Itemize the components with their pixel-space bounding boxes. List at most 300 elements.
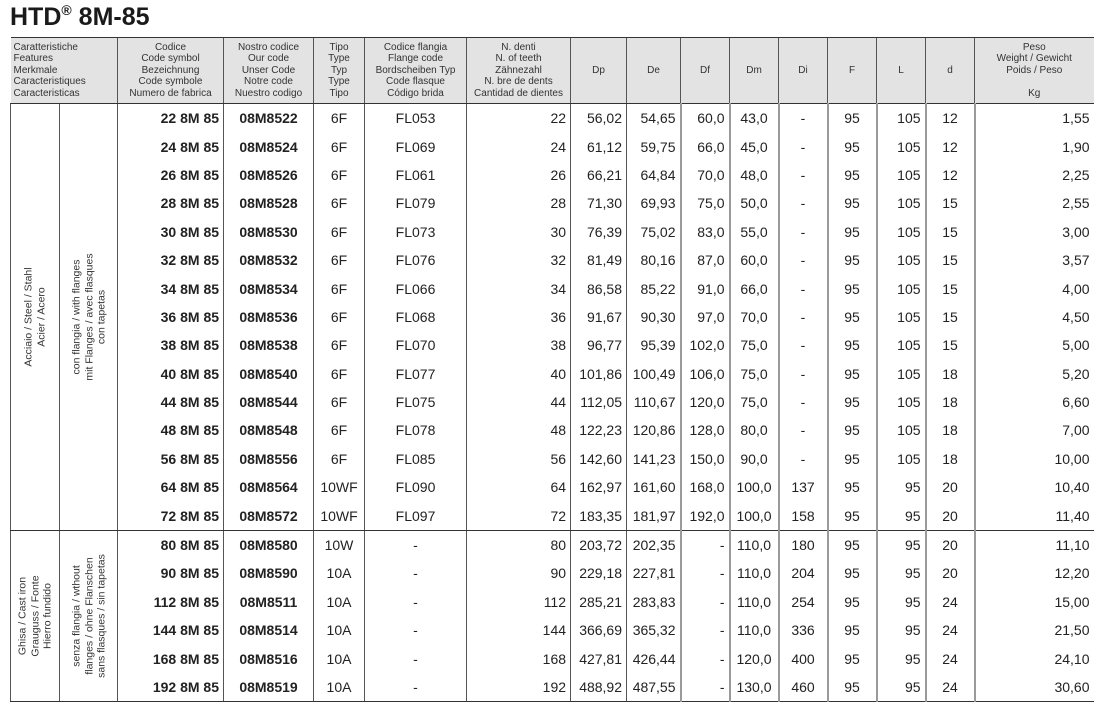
cell-teeth: 28 xyxy=(467,189,571,217)
header-line: N. bre de dents xyxy=(484,76,553,88)
cell-f: 95 xyxy=(828,303,877,331)
cell-flange-code: FL097 xyxy=(365,501,467,530)
cell-dm: 110,0 xyxy=(730,530,779,559)
header-line: Notre code xyxy=(244,76,293,88)
header-de: De xyxy=(627,38,681,104)
cell-d: 18 xyxy=(926,416,975,444)
cell-d: 20 xyxy=(926,530,975,559)
cell-di: 137 xyxy=(779,473,828,501)
cell-di: - xyxy=(779,331,828,359)
header-line: Nostro codice xyxy=(237,41,300,53)
header-line: Code flasque xyxy=(386,76,445,88)
header-our-code xyxy=(224,38,314,104)
cell-flange-code: - xyxy=(365,588,467,616)
cell-de: 181,97 xyxy=(627,501,681,530)
cell-df: - xyxy=(681,644,730,672)
cell-weight: 2,25 xyxy=(975,161,1094,189)
cell-weight: 7,00 xyxy=(975,416,1094,444)
cell-de: 80,16 xyxy=(627,246,681,274)
cell-teeth: 90 xyxy=(467,559,571,587)
cell-dm: 110,0 xyxy=(730,588,779,616)
cell-type: 10A xyxy=(314,588,365,616)
cell-flange-code: FL075 xyxy=(365,388,467,416)
table-row xyxy=(11,331,1094,359)
cell-f: 95 xyxy=(828,473,877,501)
cell-dm: 70,0 xyxy=(730,303,779,331)
table-row xyxy=(11,644,1094,672)
cell-f: 95 xyxy=(828,132,877,160)
cell-teeth: 34 xyxy=(467,274,571,302)
cell-di: - xyxy=(779,132,828,160)
cell-our-code: 08M8519 xyxy=(224,673,314,702)
cell-our-code: 08M8538 xyxy=(224,331,314,359)
cell-teeth: 22 xyxy=(467,104,571,133)
cell-f: 95 xyxy=(828,588,877,616)
header-flange-code xyxy=(365,38,467,104)
cell-f: 95 xyxy=(828,673,877,702)
cell-d: 24 xyxy=(926,673,975,702)
header-line: Código brida xyxy=(387,87,444,99)
table-row xyxy=(11,673,1094,702)
cell-our-code: 08M8534 xyxy=(224,274,314,302)
cell-code: 112 8M 85 xyxy=(118,588,224,616)
cell-dm: 55,0 xyxy=(730,218,779,246)
cell-weight: 15,00 xyxy=(975,588,1094,616)
cell-di: 254 xyxy=(779,588,828,616)
cell-df: 106,0 xyxy=(681,360,730,388)
cell-f: 95 xyxy=(828,388,877,416)
cell-df: - xyxy=(681,616,730,644)
cell-df: 83,0 xyxy=(681,218,730,246)
cell-teeth: 168 xyxy=(467,644,571,672)
cell-dp: 285,21 xyxy=(571,588,627,616)
cell-code: 24 8M 85 xyxy=(118,132,224,160)
flange-type-label: con tapetas xyxy=(94,289,107,345)
cell-de: 141,23 xyxy=(627,445,681,473)
cell-weight: 6,60 xyxy=(975,388,1094,416)
header-line: Weight / Gewicht xyxy=(996,53,1072,65)
cell-our-code: 08M8530 xyxy=(224,218,314,246)
cell-di: - xyxy=(779,388,828,416)
cell-teeth: 44 xyxy=(467,388,571,416)
cell-teeth: 24 xyxy=(467,132,571,160)
cell-df: 60,0 xyxy=(681,104,730,133)
cell-weight: 11,40 xyxy=(975,501,1094,530)
cell-d: 15 xyxy=(926,331,975,359)
material-label: Ghisa / Cast iron xyxy=(16,576,29,656)
table-row xyxy=(11,559,1094,587)
cell-dm: 75,0 xyxy=(730,388,779,416)
title-brand: HTD xyxy=(10,3,62,31)
cell-code: 144 8M 85 xyxy=(118,616,224,644)
table-row xyxy=(11,416,1094,444)
table-row xyxy=(11,303,1094,331)
table-row xyxy=(11,530,1094,559)
cell-type: 6F xyxy=(314,445,365,473)
cell-l: 95 xyxy=(877,644,926,672)
header-line: Flange code xyxy=(387,53,444,65)
cell-di: - xyxy=(779,303,828,331)
header-teeth xyxy=(467,38,571,104)
cell-d: 15 xyxy=(926,246,975,274)
cell-teeth: 26 xyxy=(467,161,571,189)
cell-d: 20 xyxy=(926,559,975,587)
cell-dm: 45,0 xyxy=(730,132,779,160)
cell-dm: 60,0 xyxy=(730,246,779,274)
cell-code: 26 8M 85 xyxy=(118,161,224,189)
header-code xyxy=(118,38,224,104)
cell-our-code: 08M8516 xyxy=(224,644,314,672)
cell-d: 24 xyxy=(926,588,975,616)
header-line: Bezeichnung xyxy=(141,64,200,76)
cell-dp: 91,67 xyxy=(571,303,627,331)
cell-weight: 3,57 xyxy=(975,246,1094,274)
cell-dm: 100,0 xyxy=(730,501,779,530)
cell-dm: 110,0 xyxy=(730,559,779,587)
cell-l: 95 xyxy=(877,559,926,587)
cell-teeth: 192 xyxy=(467,673,571,702)
cell-l: 105 xyxy=(877,104,926,133)
cell-dp: 112,05 xyxy=(571,388,627,416)
cell-dm: 48,0 xyxy=(730,161,779,189)
table-row xyxy=(11,104,1094,133)
cell-code: 44 8M 85 xyxy=(118,388,224,416)
cell-flange-code: FL076 xyxy=(365,246,467,274)
cell-teeth: 64 xyxy=(467,473,571,501)
cell-type: 6F xyxy=(314,416,365,444)
cell-teeth: 36 xyxy=(467,303,571,331)
cell-l: 105 xyxy=(877,274,926,302)
cell-type: 6F xyxy=(314,388,365,416)
cell-code: 22 8M 85 xyxy=(118,104,224,133)
header-dp: Dp xyxy=(571,38,627,104)
header-line: Poids / Peso xyxy=(1006,64,1063,76)
table-row xyxy=(11,445,1094,473)
cell-weight: 4,00 xyxy=(975,274,1094,302)
cell-type: 6F xyxy=(314,303,365,331)
cell-dp: 56,02 xyxy=(571,104,627,133)
cell-type: 10A xyxy=(314,644,365,672)
header-line: Our code xyxy=(247,53,290,65)
cell-dm: 43,0 xyxy=(730,104,779,133)
header-line: Caracteristicas xyxy=(13,87,80,99)
header-line: Codice flangia xyxy=(383,41,448,53)
cell-weight: 10,40 xyxy=(975,473,1094,501)
header-line: N. denti xyxy=(501,41,536,53)
table-row xyxy=(11,588,1094,616)
cell-type: 6F xyxy=(314,161,365,189)
cell-weight: 12,20 xyxy=(975,559,1094,587)
cell-type: 10A xyxy=(314,559,365,587)
header-line: Merkmale xyxy=(13,64,58,76)
cell-de: 69,93 xyxy=(627,189,681,217)
cell-f: 95 xyxy=(828,416,877,444)
cell-dm: 75,0 xyxy=(730,331,779,359)
cell-weight: 11,10 xyxy=(975,530,1094,559)
cell-flange-code: FL090 xyxy=(365,473,467,501)
cell-weight: 21,50 xyxy=(975,616,1094,644)
cell-dp: 427,81 xyxy=(571,644,627,672)
cell-de: 110,67 xyxy=(627,388,681,416)
cell-de: 202,35 xyxy=(627,530,681,559)
material-cell xyxy=(11,104,60,531)
cell-our-code: 08M8528 xyxy=(224,189,314,217)
table-row xyxy=(11,189,1094,217)
cell-code: 48 8M 85 xyxy=(118,416,224,444)
cell-f: 95 xyxy=(828,189,877,217)
cell-df: 192,0 xyxy=(681,501,730,530)
cell-f: 95 xyxy=(828,559,877,587)
header-line: Nuestro codigo xyxy=(234,87,303,99)
cell-di: - xyxy=(779,246,828,274)
cell-d: 12 xyxy=(926,132,975,160)
cell-flange-code: FL085 xyxy=(365,445,467,473)
cell-dp: 366,69 xyxy=(571,616,627,644)
cell-de: 365,32 xyxy=(627,616,681,644)
cell-di: - xyxy=(779,416,828,444)
cell-teeth: 38 xyxy=(467,331,571,359)
table-row xyxy=(11,616,1094,644)
cell-l: 95 xyxy=(877,588,926,616)
header-line: Caracteristiques xyxy=(13,76,86,88)
table-row xyxy=(11,161,1094,189)
cell-dp: 229,18 xyxy=(571,559,627,587)
cell-weight: 30,60 xyxy=(975,673,1094,702)
flange-type-cell xyxy=(60,530,118,701)
cell-de: 120,86 xyxy=(627,416,681,444)
cell-dm: 100,0 xyxy=(730,473,779,501)
cell-de: 161,60 xyxy=(627,473,681,501)
cell-code: 36 8M 85 xyxy=(118,303,224,331)
cell-df: 102,0 xyxy=(681,331,730,359)
cell-df: - xyxy=(681,588,730,616)
cell-de: 283,83 xyxy=(627,588,681,616)
header-line: Cantidad de dientes xyxy=(474,87,563,99)
cell-l: 105 xyxy=(877,416,926,444)
cell-dp: 66,21 xyxy=(571,161,627,189)
cell-d: 12 xyxy=(926,104,975,133)
page-title xyxy=(10,2,150,32)
material-label: Acciaio / Steel / Stahl xyxy=(22,267,35,367)
cell-flange-code: - xyxy=(365,559,467,587)
cell-d: 20 xyxy=(926,473,975,501)
cell-df: - xyxy=(681,530,730,559)
header-type xyxy=(314,38,365,104)
cell-weight: 2,55 xyxy=(975,189,1094,217)
cell-code: 80 8M 85 xyxy=(118,530,224,559)
material-label: Hierro fundido xyxy=(41,583,54,650)
header-line: Tipo xyxy=(329,87,349,99)
cell-f: 95 xyxy=(828,274,877,302)
table-row xyxy=(11,246,1094,274)
cell-dm: 50,0 xyxy=(730,189,779,217)
cell-di: 336 xyxy=(779,616,828,644)
cell-type: 6F xyxy=(314,331,365,359)
cell-l: 105 xyxy=(877,132,926,160)
cell-de: 90,30 xyxy=(627,303,681,331)
cell-our-code: 08M8544 xyxy=(224,388,314,416)
cell-dp: 183,35 xyxy=(571,501,627,530)
cell-code: 32 8M 85 xyxy=(118,246,224,274)
table-row xyxy=(11,388,1094,416)
cell-code: 34 8M 85 xyxy=(118,274,224,302)
cell-type: 6F xyxy=(314,132,365,160)
cell-code: 28 8M 85 xyxy=(118,189,224,217)
cell-df: 87,0 xyxy=(681,246,730,274)
cell-de: 64,84 xyxy=(627,161,681,189)
cell-type: 10WF xyxy=(314,473,365,501)
header-df: Df xyxy=(681,38,730,104)
cell-type: 6F xyxy=(314,274,365,302)
cell-our-code: 08M8526 xyxy=(224,161,314,189)
cell-di: - xyxy=(779,161,828,189)
cell-our-code: 08M8536 xyxy=(224,303,314,331)
table-row xyxy=(11,132,1094,160)
cell-df: 150,0 xyxy=(681,445,730,473)
cell-dp: 101,86 xyxy=(571,360,627,388)
cell-d: 18 xyxy=(926,360,975,388)
cell-code: 72 8M 85 xyxy=(118,501,224,530)
flange-type-label: con flangia / with flanges xyxy=(69,259,82,375)
cell-flange-code: - xyxy=(365,530,467,559)
cell-weight: 24,10 xyxy=(975,644,1094,672)
cell-di: - xyxy=(779,104,828,133)
cell-f: 95 xyxy=(828,616,877,644)
cell-teeth: 56 xyxy=(467,445,571,473)
cell-f: 95 xyxy=(828,246,877,274)
spec-table xyxy=(10,37,1094,702)
cell-dp: 71,30 xyxy=(571,189,627,217)
cell-de: 227,81 xyxy=(627,559,681,587)
cell-weight: 5,00 xyxy=(975,331,1094,359)
header-line: N. of teeth xyxy=(495,53,542,65)
cell-code: 192 8M 85 xyxy=(118,673,224,702)
cell-type: 10A xyxy=(314,673,365,702)
cell-weight: 5,20 xyxy=(975,360,1094,388)
cell-teeth: 80 xyxy=(467,530,571,559)
cell-dp: 122,23 xyxy=(571,416,627,444)
header-line: Tipo xyxy=(329,41,349,53)
cell-flange-code: - xyxy=(365,673,467,702)
cell-d: 12 xyxy=(926,161,975,189)
cell-dm: 90,0 xyxy=(730,445,779,473)
cell-d: 18 xyxy=(926,388,975,416)
cell-type: 6F xyxy=(314,218,365,246)
header-line: Code symbol xyxy=(141,53,200,65)
cell-type: 6F xyxy=(314,360,365,388)
cell-l: 105 xyxy=(877,189,926,217)
cell-dm: 75,0 xyxy=(730,360,779,388)
header-line: Features xyxy=(13,53,53,65)
cell-f: 95 xyxy=(828,445,877,473)
cell-our-code: 08M8524 xyxy=(224,132,314,160)
cell-dp: 96,77 xyxy=(571,331,627,359)
cell-l: 95 xyxy=(877,530,926,559)
cell-di: - xyxy=(779,274,828,302)
cell-l: 95 xyxy=(877,473,926,501)
cell-code: 38 8M 85 xyxy=(118,331,224,359)
cell-flange-code: - xyxy=(365,644,467,672)
header-line: Type xyxy=(328,76,350,88)
header-features xyxy=(11,38,118,104)
cell-dp: 81,49 xyxy=(571,246,627,274)
table-row xyxy=(11,501,1094,530)
cell-dm: 110,0 xyxy=(730,616,779,644)
material-cell xyxy=(11,530,60,701)
cell-type: 10W xyxy=(314,530,365,559)
cell-code: 30 8M 85 xyxy=(118,218,224,246)
cell-code: 40 8M 85 xyxy=(118,360,224,388)
header-l: L xyxy=(877,38,926,104)
cell-code: 56 8M 85 xyxy=(118,445,224,473)
cell-weight: 10,00 xyxy=(975,445,1094,473)
cell-f: 95 xyxy=(828,530,877,559)
cell-teeth: 40 xyxy=(467,360,571,388)
table-body xyxy=(11,104,1094,702)
cell-weight: 3,00 xyxy=(975,218,1094,246)
cell-di: - xyxy=(779,189,828,217)
cell-teeth: 30 xyxy=(467,218,571,246)
cell-our-code: 08M8532 xyxy=(224,246,314,274)
header-di: Di xyxy=(779,38,828,104)
header-line: Type xyxy=(328,53,350,65)
cell-our-code: 08M8590 xyxy=(224,559,314,587)
header-line: Caratteristiche xyxy=(13,41,78,53)
cell-our-code: 08M8514 xyxy=(224,616,314,644)
cell-df: 75,0 xyxy=(681,189,730,217)
cell-code: 168 8M 85 xyxy=(118,644,224,672)
cell-our-code: 08M8540 xyxy=(224,360,314,388)
cell-di: - xyxy=(779,218,828,246)
cell-flange-code: FL061 xyxy=(365,161,467,189)
cell-de: 95,39 xyxy=(627,331,681,359)
cell-d: 20 xyxy=(926,501,975,530)
cell-our-code: 08M8548 xyxy=(224,416,314,444)
header-line: Typ xyxy=(330,64,348,76)
cell-flange-code: FL077 xyxy=(365,360,467,388)
cell-dm: 130,0 xyxy=(730,673,779,702)
cell-df: 97,0 xyxy=(681,303,730,331)
material-label: Acier / Acero xyxy=(35,287,47,347)
cell-teeth: 32 xyxy=(467,246,571,274)
table-row xyxy=(11,274,1094,302)
cell-flange-code: FL070 xyxy=(365,331,467,359)
header-line: Unser Code xyxy=(241,64,296,76)
cell-f: 95 xyxy=(828,360,877,388)
header-d: d xyxy=(926,38,975,104)
cell-di: 158 xyxy=(779,501,828,530)
cell-l: 105 xyxy=(877,161,926,189)
table-row xyxy=(11,360,1094,388)
cell-df: 120,0 xyxy=(681,388,730,416)
header-line xyxy=(978,76,1091,88)
cell-type: 6F xyxy=(314,246,365,274)
cell-f: 95 xyxy=(828,331,877,359)
cell-dm: 120,0 xyxy=(730,644,779,672)
cell-l: 95 xyxy=(877,616,926,644)
cell-df: 66,0 xyxy=(681,132,730,160)
cell-di: - xyxy=(779,445,828,473)
cell-l: 95 xyxy=(877,673,926,702)
header-weight xyxy=(975,38,1094,104)
header-line: Numero de fabrica xyxy=(129,87,212,99)
cell-l: 105 xyxy=(877,388,926,416)
cell-dp: 86,58 xyxy=(571,274,627,302)
header-line: Codice xyxy=(154,41,187,53)
cell-de: 59,75 xyxy=(627,132,681,160)
cell-l: 105 xyxy=(877,218,926,246)
cell-de: 54,65 xyxy=(627,104,681,133)
